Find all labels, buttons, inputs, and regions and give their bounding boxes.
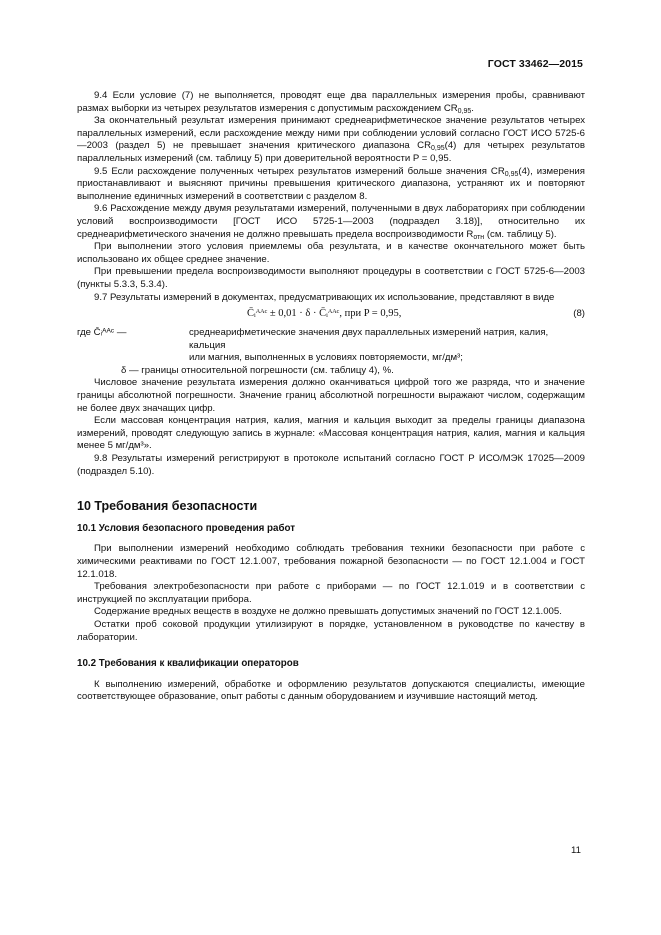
document-id-header: ГОСТ 33462—2015 (487, 58, 583, 70)
section-heading-10: 10 Требования безопасности (77, 499, 258, 514)
paragraph-10-1-b: Требования электробезопасности при работе с приборами — по ГОСТ 12.1.019 и в соответствии с инструкцией по эксплуатации прибора. (77, 581, 585, 605)
subsection-heading-10-1: 10.1 Условия безопасного проведения работ (77, 522, 296, 534)
formula-expression: C̄ᵢᴬᴬᶜ ± 0,01 · δ · C̄ᵢᴬᴬᶜ, при P = 0,95, (247, 308, 402, 320)
document-body (77, 90, 585, 704)
paragraph-9-8: 9.8 Результаты измерений регистрируют в протоколе испытаний согласно ГОСТ Р ИСО/МЭК 17025—2009 (подраздел 5.10). (77, 453, 585, 477)
paragraph-exceed-limit: При превышении предела воспроизводимости выполняют процедуры в соответствии с ГОСТ 5725-6—2003 (пункты 5.3.3, 5.3.4). (77, 266, 585, 290)
paragraph-numeric-value: Числовое значение результата измерения должно оканчиваться цифрой того же разряда, что и значение границы абсолютной погрешности. Значение границ абсолютной погрешности выражают числом, содержащим не более двух значащих цифр. (77, 377, 585, 414)
where-explanation (77, 327, 585, 352)
formula-number: (8) (573, 308, 585, 320)
paragraph-9-4: 9.4 Если условие (7) не выполняется, проводят еще два параллельных измерения пробы, сравнивают размах выборки из четырех результатов измерения с допустимым расхождением $CR_{0,95}$. (77, 90, 585, 115)
paragraph-mass-concentration: Если массовая концентрация натрия, калия, магния и кальция выходит за пределы границы диапазона измерений, проводят следующую запись в журнале: «Массовая концентрация натрия, калия, магния и кальция менее 5 мг/дм³». (77, 415, 585, 452)
paragraph-10-1-a: При выполнении измерений необходимо соблюдать требования техники безопасности при работе с химическими реактивами по ГОСТ 12.1.007, требования пожарной безопасности — по ГОСТ 12.1.004 и ГОСТ 12.1.018. (77, 543, 585, 580)
page-number: 11 (571, 845, 581, 856)
paragraph-10-2: К выполнению измерений, обработке и оформлению результатов допускаются специалисты, имеющие соответствующее образование, опыт работы с данным оборудованием и изучившие настоящий метод. (77, 678, 585, 703)
paragraph-9-5: 9.5 Если расхождение полученных четырех результатов измерений больше значения $CR_{0,95}(4)$, измерения приостанавливают и выясняют причины превышения критического диапазона, устраняют их и повторяют выполнение единичных измерений в соответствии с разделом 8. (77, 165, 585, 202)
where-label: где C̄ᵢᴬᴬᶜ — (77, 327, 127, 339)
subsection-heading-10-2: 10.2 Требования к квалификации операторов (77, 658, 299, 670)
paragraph-9-7: 9.7 Результаты измерений в документах, предусматривающих их использование, представляют в виде (94, 291, 555, 303)
where-text-line2: или магния, выполненных в условиях повторяемости, мг/дм³; (189, 352, 463, 364)
paragraph-10-1-d: Остатки проб соковой продукции утилизируют в порядке, установленном в руководстве по качеству в лаборатории. (77, 618, 585, 643)
paragraph-9-6: 9.6 Расхождение между двумя результатами измерений, полученными в двух лабораториях при соблюдении условий воспроизводимости [ГОСТ ИСО 5725-1—2003 (подраздел 3.18)], относительно их среднеарифметического значения не должно превышать предела воспроизводимости $R_{отн}$ (см. таблицу 5). (77, 203, 585, 241)
paragraph-both-results: При выполнении этого условия приемлемы оба результата, и в качестве окончательного может быть использовано их общее среднее значение. (77, 241, 585, 265)
where-text-line1: среднеарифметические значения двух параллельных измерений натрия, калия, кальция (189, 327, 549, 351)
delta-definition: δ — границы относительной погрешности (см. таблицу 4), %. (121, 364, 394, 376)
formula-8 (77, 306, 585, 323)
paragraph-10-1-c: Содержание вредных веществ в воздухе не должно превышать допустимых значений по ГОСТ 12.1.005. (94, 606, 562, 618)
paragraph-final-result: За окончательный результат измерения принимают среднеарифметическое значение результатов четырех параллельных измерений, если расхождение между ними при соблюдении условий согласно ГОСТ ИСО 5725-6—2003 (раздел 5) не превышает значения критического диапазона $CR_{0,95}(4)$ для четырех результатов параллельных измерений (см. таблицу 5) при доверительной вероятности P = 0,95. (77, 115, 585, 164)
